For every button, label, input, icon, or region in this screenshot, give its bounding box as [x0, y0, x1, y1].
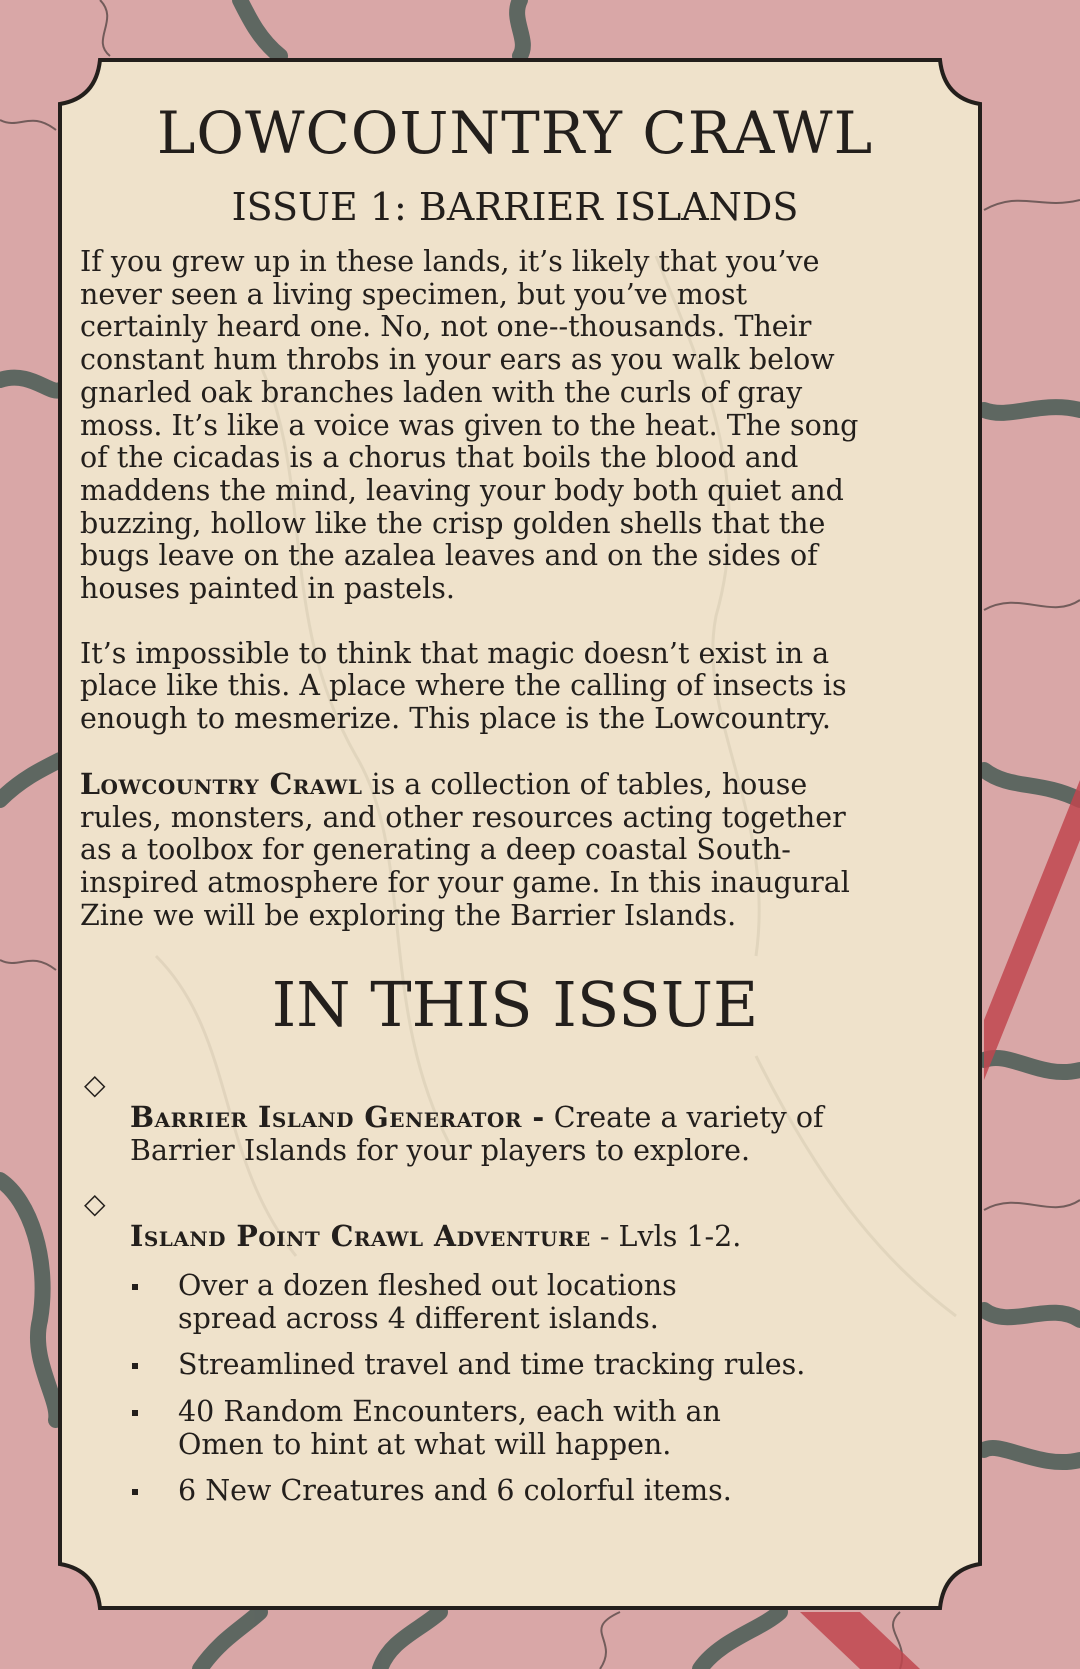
feature-item [80, 1068, 950, 1167]
feature-desc: Create a variety of Barrier Islands for your players to explore. [130, 1101, 824, 1167]
feature-name: Island Point Crawl Adventure [130, 1219, 591, 1254]
feature-name: Barrier Island Generator - [130, 1100, 545, 1135]
issue-subtitle: ISSUE 1: BARRIER ISLANDS [231, 185, 799, 229]
section-title: IN THIS ISSUE [271, 968, 759, 1042]
square-bullet-icon [132, 1284, 138, 1290]
page-content [80, 100, 950, 1522]
bullet-text: 6 New Creatures and 6 colorful items. [178, 1474, 732, 1508]
list-item [80, 1396, 950, 1461]
list-item [80, 1475, 950, 1508]
diamond-outline-icon: ◇ [84, 1068, 106, 1102]
diamond-outline-icon: ◇ [84, 1187, 106, 1221]
feature-desc: - Lvls 1-2. [590, 1220, 742, 1254]
bullet-text: Streamlined travel and time tracking rules. [178, 1348, 806, 1382]
intro-paragraph-3 [80, 768, 950, 933]
bullet-text: Over a dozen fleshed out locations spread across 4 different islands. [178, 1268, 677, 1335]
zine-name-smallcaps: Lowcountry Crawl [80, 766, 363, 801]
list-item [80, 1349, 950, 1382]
square-bullet-icon [132, 1489, 138, 1495]
intro-paragraph-1: If you grew up in these lands, it’s likely that you’ve never seen a living specimen, but you’ve most certainly heard one. No, not one--thousands. Their constant hum throbs in your ears as you walk below gnarled oak branches laden with the curls of gray moss. It’s like a voice was given to the heat. The song of the cicadas is a chorus that boils the blood and maddens the mind, leaving your body both quiet and buzzing, hollow like the crisp golden shells that the bugs leave on the azalea leaves and on the sides of houses painted in pastels. [80, 245, 859, 606]
bullet-text: 40 Random Encounters, each with an Omen to hint at what will happen. [178, 1394, 721, 1461]
zine-title: LOWCOUNTRY CRAWL [156, 99, 874, 167]
list-item [80, 1270, 950, 1335]
square-bullet-icon [132, 1363, 138, 1369]
square-bullet-icon [132, 1410, 138, 1416]
feature-item [80, 1187, 950, 1253]
intro-paragraph-2: It’s impossible to think that magic doesn’t exist in a place like this. A place where the calling of insects is enough to mesmerize. This place is the Lowcountry. [80, 636, 847, 736]
intro-paragraph-3-text: is a collection of tables, house rules, monsters, and other resources acting together as a toolbox for generating a deep coastal South- inspired atmosphere for your game. In this inaugural Zine we will be exploring the Barrier Islands. [80, 767, 850, 932]
adventure-bullet-list [80, 1270, 950, 1508]
